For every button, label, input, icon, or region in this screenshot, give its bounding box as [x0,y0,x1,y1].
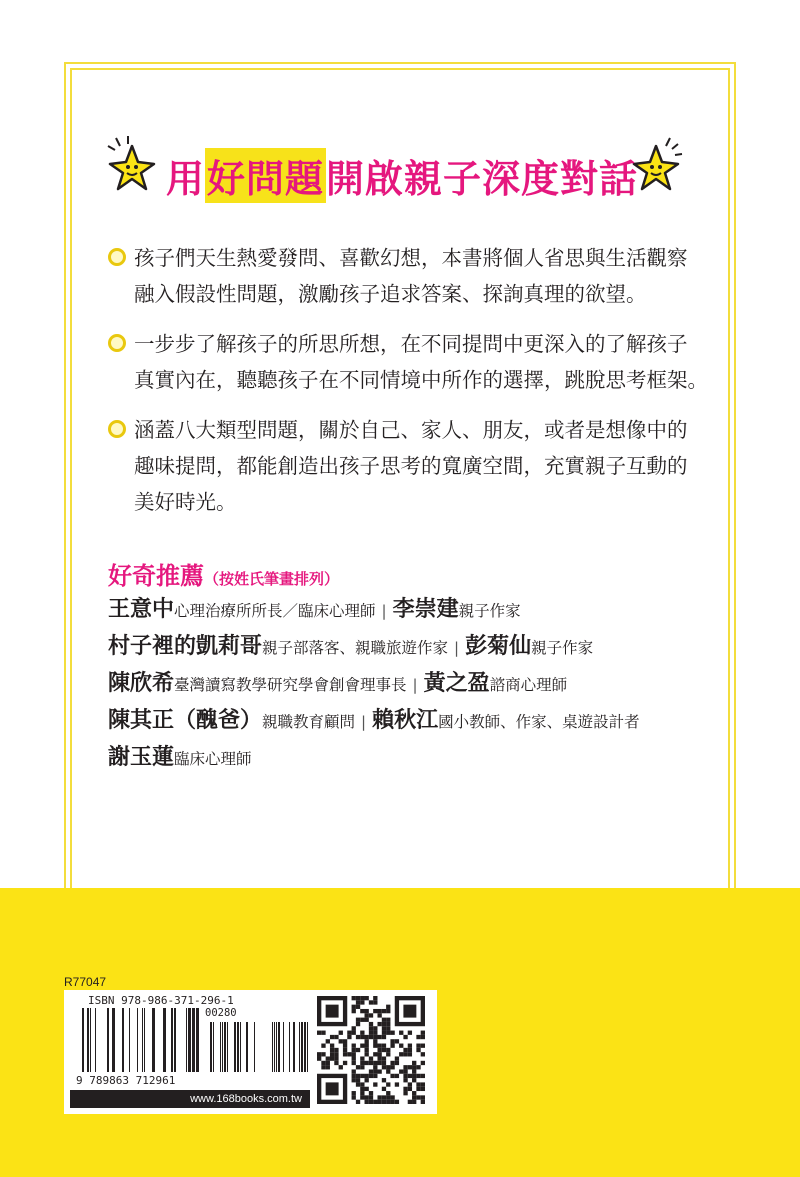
bullet-dot-icon [108,248,126,266]
recommender-name: 王意中 [108,596,175,622]
bullet-dot-icon [108,334,126,352]
bullet-line: 涵蓋八大類型問題，關於自己、家人、朋友，或者是想像中的 [134,418,688,442]
product-code: R77047 [64,975,107,989]
bullet-item [108,240,708,312]
recommend-note: （按姓氏筆畫排列） [204,570,340,588]
recommender-role: 諮商心理師 [489,676,568,694]
bullet-line: 融入假設性問題，激勵孩子追求答案、探詢真理的欲望。 [134,282,647,306]
headline-text-before: 用 [165,156,205,201]
headline-text-after: 開啟親子深度對話 [326,156,639,201]
recommend-heading [108,556,339,591]
recommend-line [108,666,728,703]
recommender-name: 黃之盈 [423,670,490,696]
recommender-role: 國小教師、作家、桌遊設計者 [438,713,640,731]
recommend-line [108,592,728,629]
headline-highlight: 好問題 [205,148,326,203]
recommender-name: 李崇建 [392,596,459,622]
bullet-line: 真實內在，聽聽孩子在不同情境中所作的選擇，跳脫思考框架。 [134,368,708,392]
bullet-line: 趣味提問，都能創造出孩子思考的寬廣空間，充實親子互動的 [134,454,688,478]
recommender-name: 村子裡的凱莉哥 [108,633,263,659]
qr-code-icon [316,996,426,1104]
addon-code: 00280 [205,1007,237,1019]
recommender-role: 臨床心理師 [174,750,252,768]
bullet-item [108,412,708,520]
bullet-line: 美好時光。 [134,490,237,514]
separator: | [412,676,418,694]
recommender-name: 謝玉蓮 [108,744,175,770]
isbn-text: ISBN 978-986-371-296-1 [88,994,234,1007]
recommender-role: 親職教育顧問 [262,713,356,731]
recommend-line [108,740,728,777]
recommender-name: 彭菊仙 [465,633,532,659]
barcode-area [72,994,310,1090]
recommender-role: 親子作家 [531,639,594,657]
recommender-name: 陳欣希 [108,670,175,696]
feature-bullets [108,240,708,534]
website-url: www.168books.com.tw [70,1090,310,1108]
recommend-list [108,592,728,777]
recommender-name: 賴秋江 [372,707,439,733]
recommender-role: 臺灣讀寫教學研究學會創會理事長 [174,676,407,694]
recommend-line [108,629,728,666]
barcode-info-box [64,990,437,1114]
recommender-role: 親子作家 [458,602,521,620]
recommender-role: 親子部落客、親職旅遊作家 [262,639,449,657]
recommender-role: 心理治療所所長／臨床心理師 [174,602,376,620]
headline [152,150,652,200]
separator: | [381,602,387,620]
separator: | [454,639,460,657]
bullet-line: 一步步了解孩子的所思所想，在不同提問中更深入的了解孩子 [134,332,688,356]
bullet-line: 孩子們天生熱愛發問、喜歡幻想，本書將個人省思與生活觀察 [134,246,688,270]
recommender-name: 陳其正（醜爸） [108,707,263,733]
separator: | [361,713,367,731]
recommend-line [108,703,728,740]
barcode-number: 9 789863 712961 [76,1074,176,1087]
bullet-dot-icon [108,420,126,438]
bullet-item [108,326,708,398]
recommend-title: 好奇推薦 [108,562,204,590]
